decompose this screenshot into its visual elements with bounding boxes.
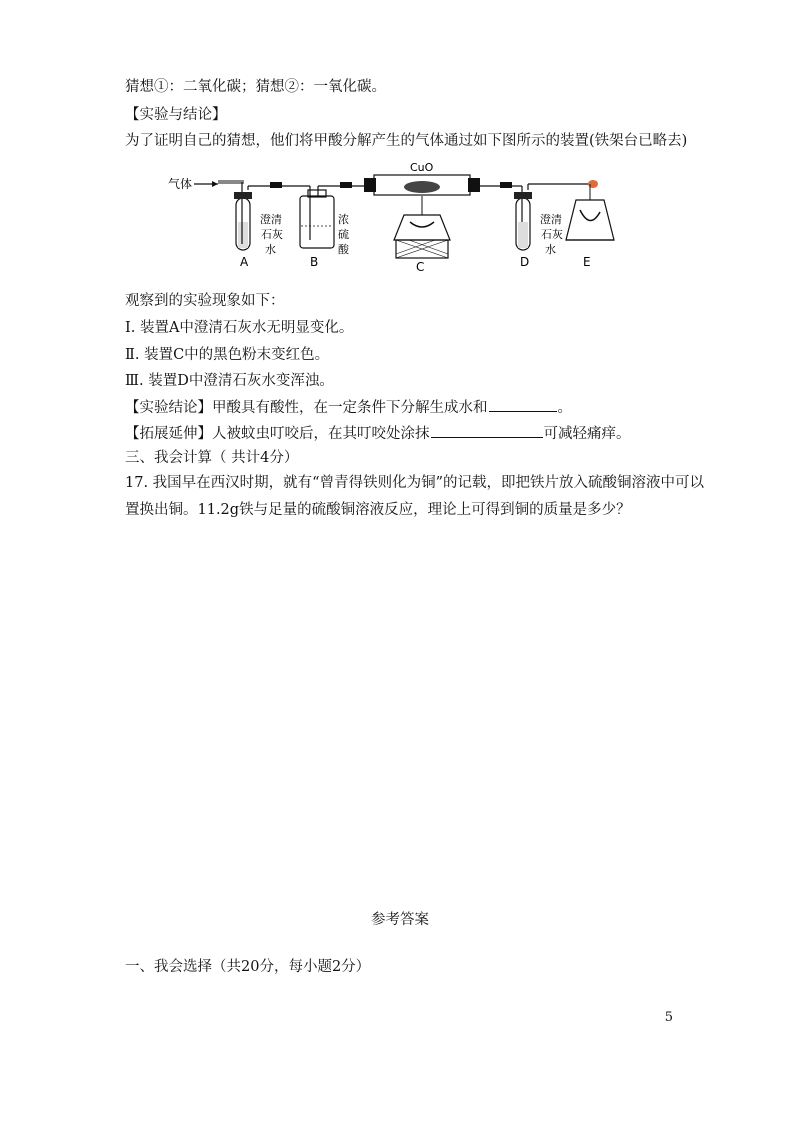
svg-text:浓: 浓: [338, 213, 349, 226]
observe-line: 观察到的实验现象如下：: [125, 293, 285, 309]
conclusion-blank[interactable]: [489, 397, 557, 412]
question-17-line-2: 置换出铜。11.2g铁与足量的硫酸铜溶液反应，理论上可得到铜的质量是多少？: [125, 502, 631, 518]
cuo-label: CuO: [410, 161, 434, 174]
answer-title: 参考答案: [371, 912, 429, 928]
observation-2: Ⅱ. 装置C中的黑色粉末变红色。: [125, 347, 330, 363]
svg-text:水: 水: [265, 243, 276, 256]
gas-label: 气体: [168, 177, 193, 191]
conclusion-text: 【实验结论】甲酸具有酸性，在一定条件下分解生成水和: [125, 400, 488, 416]
extension-text: 【拓展延伸】人被蚊虫叮咬后，在其叮咬处涂抹: [125, 426, 430, 442]
svg-text:硫: 硫: [338, 228, 349, 241]
apparatus-diagram: [160, 160, 660, 275]
observation-3: Ⅲ. 装置D中澄清石灰水变浑浊。: [125, 373, 334, 389]
section-1-heading: 一、我会选择（共20分，每小题2分）: [125, 959, 371, 975]
section-3-heading: 三、我会计算（ 共计4分）: [125, 450, 299, 466]
svg-text:澄清: 澄清: [260, 213, 282, 226]
label-e: E: [583, 255, 591, 269]
extension-line: [125, 423, 631, 444]
svg-text:石灰: 石灰: [541, 228, 563, 241]
label-b: B: [310, 255, 319, 269]
lamp-e: [566, 180, 614, 240]
observation-1: Ⅰ. 装置A中澄清石灰水无明显变化。: [125, 320, 354, 336]
svg-text:水: 水: [545, 243, 556, 256]
label-a: A: [240, 255, 249, 269]
page-number: 5: [664, 1010, 673, 1025]
extension-blank[interactable]: [431, 423, 543, 438]
conclusion-end: 。: [557, 400, 572, 416]
svg-text:石灰: 石灰: [261, 228, 283, 241]
svg-text:酸: 酸: [338, 243, 349, 256]
svg-text:澄清: 澄清: [540, 213, 562, 226]
label-d: D: [520, 255, 530, 269]
experiment-heading: 【实验与结论】: [125, 107, 227, 123]
conclusion-line: [125, 397, 572, 418]
combustion-tube-c: [352, 161, 512, 258]
guess-line: 猜想①：二氧化碳；猜想②：一氧化碳。: [125, 79, 386, 95]
extension-end: 可减轻痛痒。: [543, 426, 631, 442]
intro-line: 为了证明自己的猜想，他们将甲酸分解产生的气体通过如下图所示的装置(铁架台已略去): [125, 133, 688, 149]
label-c: C: [416, 260, 425, 274]
question-17-line-1: 17. 我国早在西汉时期，就有“曾青得铁则化为铜”的记载，即把铁片放入硫酸铜溶液中可以: [125, 475, 704, 491]
